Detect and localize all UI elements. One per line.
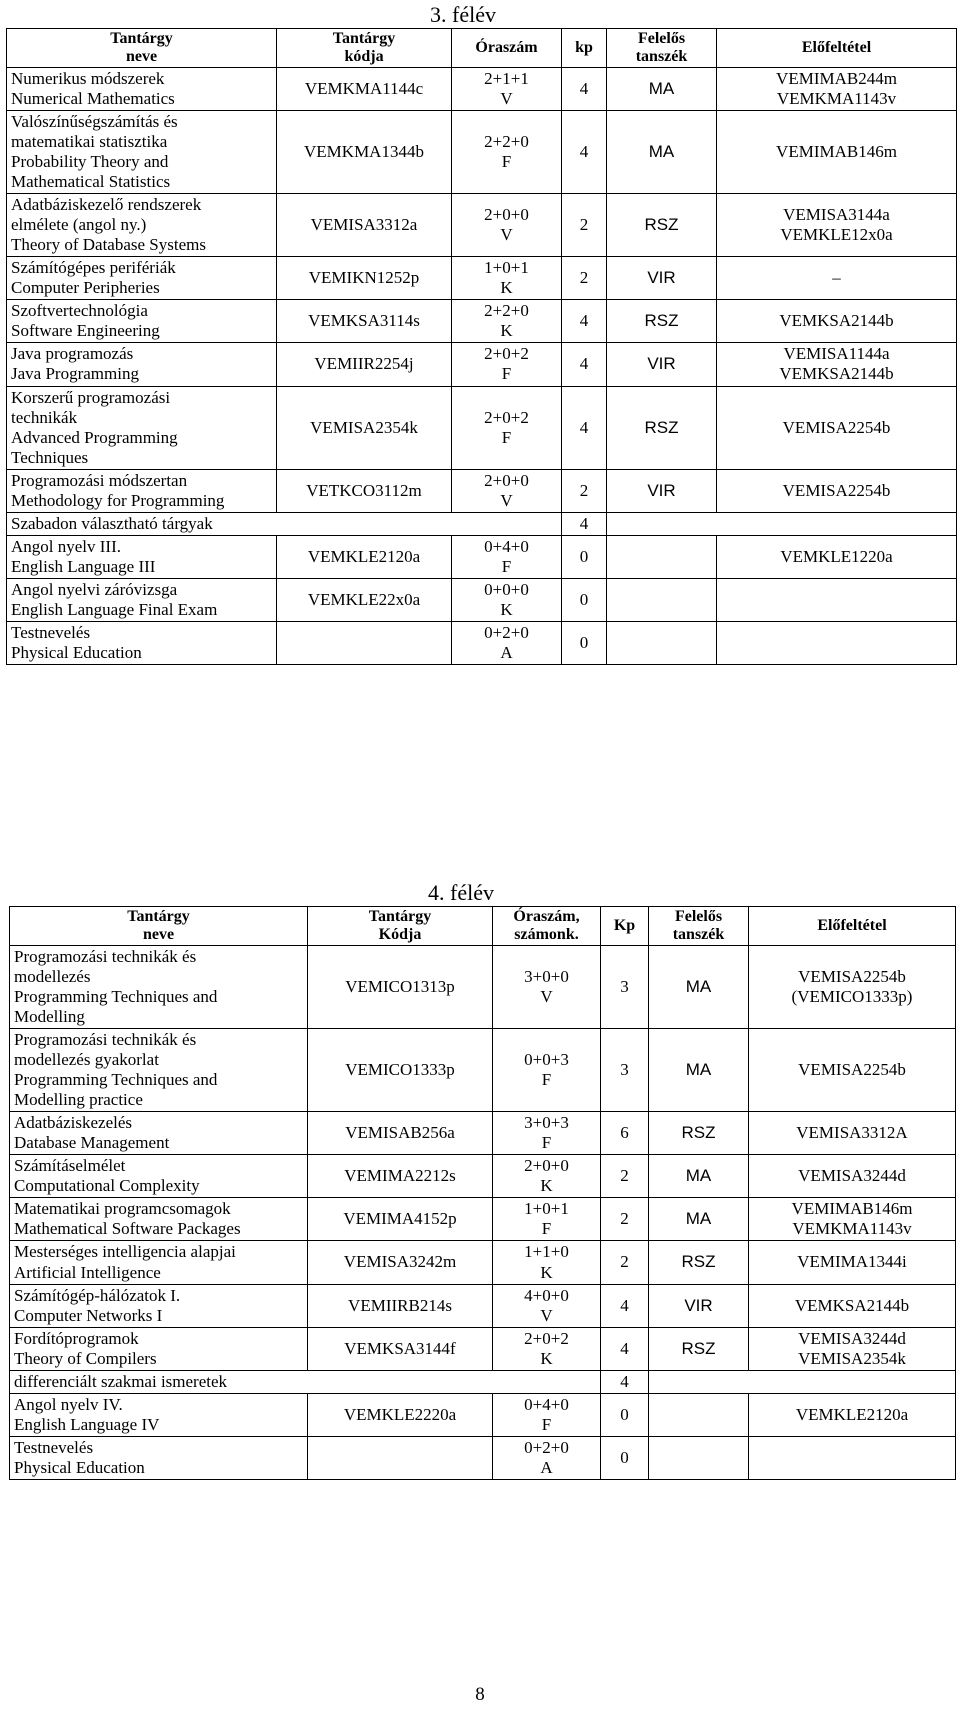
text-line: Fordítóprogramok	[14, 1328, 139, 1348]
table-row	[7, 535, 957, 578]
text-line: Számításelmélet	[14, 1156, 126, 1176]
text-line: VEMISA2254b	[798, 1060, 906, 1080]
course-code: VEMKLE2220a	[308, 1393, 493, 1436]
text-line: Computer Networks I	[14, 1305, 163, 1325]
table-row	[7, 469, 957, 512]
course-code: VEMIKN1252p	[277, 257, 452, 300]
text-line: VEMISA3244d	[798, 1166, 906, 1186]
text-line: Mesterséges intelligencia alapjai	[14, 1242, 236, 1262]
text-line: VEMKLE2120a	[795, 1404, 909, 1424]
course-name	[7, 110, 277, 193]
text-line: F	[501, 556, 512, 576]
course-dept	[607, 535, 717, 578]
text-line: V	[500, 490, 513, 510]
header-hours: Óraszám, számonk.	[493, 907, 601, 946]
course-code: VEMKMA1144c	[277, 67, 452, 110]
course-credits: 0	[562, 578, 607, 621]
course-code: VEMIMA4152p	[308, 1198, 493, 1241]
text-line: 2+0+2	[484, 407, 529, 427]
course-dept: VIR	[607, 343, 717, 386]
course-name	[7, 257, 277, 300]
text-line: F	[501, 364, 512, 384]
text-line: F	[501, 152, 512, 171]
table-row	[7, 622, 957, 665]
course-prereq	[717, 469, 957, 512]
text-line: VEMISA2254b	[798, 966, 906, 986]
course-prereq	[717, 578, 957, 621]
text-line: elmélete (angol ny.)	[11, 215, 147, 235]
course-credits: 2	[601, 1155, 649, 1198]
text-line: Artificial Intelligence	[14, 1262, 161, 1282]
course-prereq	[749, 1327, 956, 1370]
course-code: VEMKLE2120a	[277, 535, 452, 578]
table-row	[7, 110, 957, 193]
text-line: VEMKMA1143v	[792, 1219, 912, 1239]
elective-row	[7, 512, 957, 535]
course-dept	[607, 622, 717, 665]
course-name	[10, 1436, 308, 1479]
course-hours	[493, 1198, 601, 1241]
text-line: VEMIMA1344i	[797, 1252, 907, 1272]
course-prereq	[717, 535, 957, 578]
course-prereq	[749, 945, 956, 1028]
course-code	[277, 622, 452, 665]
course-hours	[452, 67, 562, 110]
text-line: technikák	[11, 407, 78, 427]
text-line: modellezés gyakorlat	[14, 1050, 159, 1070]
course-hours	[493, 1112, 601, 1155]
course-name	[7, 343, 277, 386]
text-line: Matematikai programcsomagok	[14, 1199, 231, 1219]
text-line: VEMKLE1220a	[780, 546, 893, 566]
text-line: VEMKSA2144b	[779, 311, 894, 331]
course-name	[10, 1393, 308, 1436]
text-line: –	[832, 268, 841, 288]
elective-credits: 4	[601, 1370, 649, 1393]
text-line: Korszerű programozási	[11, 387, 171, 407]
text-line: VEMIMAB146m	[791, 1199, 913, 1219]
table-row	[10, 1436, 956, 1479]
text-line: Numerikus módszerek	[11, 68, 165, 88]
course-dept: MA	[649, 945, 749, 1028]
text-line: VEMISA3244d	[798, 1328, 906, 1348]
course-hours	[452, 194, 562, 257]
text-line: (VEMICO1333p)	[791, 986, 913, 1006]
table-row	[7, 194, 957, 257]
text-line: Programming Techniques and	[14, 1070, 218, 1090]
text-line: 3+0+0	[524, 966, 569, 986]
course-name	[10, 1029, 308, 1112]
text-line: F	[541, 1133, 552, 1153]
text-line: 1+0+1	[524, 1199, 569, 1219]
course-prereq	[749, 1284, 956, 1327]
text-line: 3+0+3	[524, 1113, 569, 1133]
course-dept: MA	[607, 110, 717, 193]
course-name	[10, 1155, 308, 1198]
table-row	[10, 1029, 956, 1112]
course-dept	[607, 578, 717, 621]
text-line: F	[541, 1070, 552, 1090]
empty-cell	[607, 512, 957, 535]
text-line: 0+2+0	[484, 623, 529, 643]
course-code: VEMIMA2212s	[308, 1155, 493, 1198]
course-dept	[649, 1436, 749, 1479]
text-line: K	[500, 278, 513, 298]
text-line: 2+1+1	[484, 68, 529, 88]
course-hours	[452, 257, 562, 300]
course-name	[10, 945, 308, 1028]
course-code: VEMKMA1344b	[277, 110, 452, 193]
course-credits: 6	[601, 1112, 649, 1155]
table-row	[10, 1198, 956, 1241]
course-dept: RSZ	[649, 1112, 749, 1155]
course-dept: RSZ	[607, 194, 717, 257]
elective-row	[10, 1370, 956, 1393]
text-line: modellezés	[14, 966, 91, 986]
course-hours	[452, 622, 562, 665]
text-line: Számítógép-hálózatok I.	[14, 1285, 181, 1305]
header-prereq: Előfeltétel	[717, 29, 957, 68]
table-row	[10, 1393, 956, 1436]
course-code: VEMKLE22x0a	[277, 578, 452, 621]
course-dept: RSZ	[607, 386, 717, 469]
course-credits: 0	[601, 1393, 649, 1436]
course-prereq	[749, 1241, 956, 1284]
course-credits: 0	[562, 622, 607, 665]
text-line: English Language IV	[14, 1414, 160, 1434]
text-line: A	[500, 643, 513, 663]
course-code: VETKCO3112m	[277, 469, 452, 512]
text-line: VEMISA2254b	[782, 417, 891, 437]
course-dept: RSZ	[649, 1241, 749, 1284]
course-hours	[493, 1284, 601, 1327]
text-line: Theory of Compilers	[14, 1348, 157, 1368]
course-code: VEMKSA3144f	[308, 1327, 493, 1370]
course-code: VEMISA2354k	[277, 386, 452, 469]
text-line: F	[541, 1414, 552, 1434]
course-prereq	[717, 67, 957, 110]
course-prereq	[749, 1198, 956, 1241]
text-line: VEMKLE12x0a	[780, 225, 893, 245]
text-line: 2+2+0	[484, 301, 529, 321]
table-row	[10, 1112, 956, 1155]
text-line: Computational Complexity	[14, 1176, 200, 1196]
text-line: Numerical Mathematics	[11, 88, 175, 108]
text-line: English Language Final Exam	[11, 599, 218, 619]
text-line: 2+0+2	[484, 344, 529, 364]
course-hours	[452, 578, 562, 621]
course-prereq	[749, 1155, 956, 1198]
text-line: A	[540, 1457, 553, 1477]
course-code	[308, 1436, 493, 1479]
table-row	[7, 578, 957, 621]
table-row	[7, 257, 957, 300]
course-credits: 4	[601, 1327, 649, 1370]
text-line: Testnevelés	[14, 1437, 94, 1457]
text-line: VEMIMAB146m	[776, 141, 897, 161]
header-prereq: Előfeltétel	[749, 907, 956, 946]
table-row	[7, 300, 957, 343]
empty-cell	[649, 1370, 956, 1393]
course-name	[10, 1284, 308, 1327]
elective-name: Szabadon választható tárgyak	[7, 512, 562, 535]
course-credits: 2	[562, 257, 607, 300]
text-line: Testnevelés	[11, 623, 91, 643]
page-number: 8	[475, 1684, 485, 1705]
course-credits: 2	[601, 1198, 649, 1241]
course-credits: 4	[562, 343, 607, 386]
course-credits: 2	[601, 1241, 649, 1284]
course-code: VEMISA3242m	[308, 1241, 493, 1284]
text-line: K	[500, 321, 513, 341]
text-line: Valószínűségszámítás és	[11, 111, 178, 131]
semester4-table	[9, 906, 956, 1480]
course-hours	[493, 1155, 601, 1198]
text-line: VEMISA2254b	[782, 480, 891, 500]
semester4-title: 4. félév	[428, 880, 494, 905]
text-line: Mathematical Software Packages	[14, 1219, 241, 1239]
text-line: F	[501, 427, 512, 447]
table-row	[7, 67, 957, 110]
text-line: 0+0+3	[524, 1050, 569, 1070]
text-line: Java Programming	[11, 364, 139, 384]
text-line: K	[540, 1348, 553, 1368]
course-hours	[452, 110, 562, 193]
text-line: matematikai statisztika	[11, 131, 168, 151]
course-prereq	[749, 1436, 956, 1479]
course-name	[7, 194, 277, 257]
header-credits: Kp	[601, 907, 649, 946]
course-hours	[493, 1436, 601, 1479]
course-dept: VIR	[607, 469, 717, 512]
course-code: VEMIIR2254j	[277, 343, 452, 386]
course-credits: 2	[562, 469, 607, 512]
text-line: VEMKMA1143v	[776, 88, 897, 108]
table-row	[7, 386, 957, 469]
course-dept: MA	[649, 1198, 749, 1241]
course-name	[7, 469, 277, 512]
table-row	[10, 1327, 956, 1370]
text-line: Advanced Programming	[11, 427, 178, 447]
course-name	[10, 1241, 308, 1284]
course-name	[7, 300, 277, 343]
course-prereq	[749, 1112, 956, 1155]
text-line: Modelling practice	[14, 1090, 143, 1110]
elective-credits: 4	[562, 512, 607, 535]
course-prereq	[717, 343, 957, 386]
course-dept: MA	[607, 67, 717, 110]
course-code: VEMICO1333p	[308, 1029, 493, 1112]
table-row	[7, 343, 957, 386]
course-hours	[452, 343, 562, 386]
course-credits: 4	[601, 1284, 649, 1327]
text-line: Mathematical Statistics	[11, 172, 171, 192]
course-name	[7, 535, 277, 578]
course-prereq	[717, 300, 957, 343]
text-line: V	[540, 986, 553, 1006]
text-line: Angol nyelvi záróvizsga	[11, 579, 178, 599]
text-line: 2+0+0	[484, 470, 529, 490]
header-code: Tantárgy kódja	[277, 29, 452, 68]
course-credits: 0	[562, 535, 607, 578]
course-credits: 0	[601, 1436, 649, 1479]
course-hours	[452, 300, 562, 343]
text-line: Angol nyelv III.	[11, 536, 122, 556]
text-line: 2+0+0	[484, 205, 529, 225]
course-code: VEMICO1313p	[308, 945, 493, 1028]
course-credits: 4	[562, 300, 607, 343]
text-line: VEMISA3144a	[783, 205, 890, 225]
course-dept: VIR	[607, 257, 717, 300]
text-line: Theory of Database Systems	[11, 235, 206, 255]
course-dept: MA	[649, 1155, 749, 1198]
text-line: V	[540, 1305, 553, 1325]
text-line: 0+2+0	[524, 1437, 569, 1457]
text-line: Methodology for Programming	[11, 490, 225, 510]
text-line: VEMIMAB244m	[776, 68, 897, 88]
semester3-table	[6, 28, 957, 665]
text-line: K	[540, 1176, 553, 1196]
text-line: Techniques	[11, 447, 89, 467]
table-row	[10, 1284, 956, 1327]
text-line: VEMKSA2144b	[794, 1295, 910, 1315]
text-line: Physical Education	[11, 643, 142, 663]
header-code: Tantárgy Kódja	[308, 907, 493, 946]
course-prereq	[749, 1029, 956, 1112]
course-credits: 4	[562, 110, 607, 193]
text-line: Computer Peripheries	[11, 278, 160, 298]
course-name	[7, 622, 277, 665]
table-row	[10, 1155, 956, 1198]
text-line: Adatbáziskezelés	[14, 1113, 132, 1133]
text-line: VEMKSA2144b	[779, 364, 894, 384]
course-hours	[452, 535, 562, 578]
semester3-title: 3. félév	[430, 2, 496, 27]
text-line: Database Management	[14, 1133, 170, 1153]
course-dept: RSZ	[649, 1327, 749, 1370]
course-dept: RSZ	[607, 300, 717, 343]
course-prereq	[717, 194, 957, 257]
course-credits: 4	[562, 67, 607, 110]
course-hours	[493, 1029, 601, 1112]
text-line: VEMISA2354k	[798, 1348, 906, 1368]
course-credits: 4	[562, 386, 607, 469]
header-name: Tantárgy neve	[10, 907, 308, 946]
course-dept: MA	[649, 1029, 749, 1112]
text-line: K	[540, 1262, 553, 1282]
course-name	[10, 1327, 308, 1370]
text-line: 2+2+0	[484, 131, 529, 151]
header-credits: kp	[562, 29, 607, 68]
text-line: VEMISA3312A	[796, 1123, 908, 1143]
header-hours: Óraszám	[452, 29, 562, 68]
course-prereq	[749, 1393, 956, 1436]
text-line: K	[500, 599, 513, 619]
course-prereq	[717, 257, 957, 300]
table-header-row	[7, 29, 957, 68]
text-line: Physical Education	[14, 1457, 145, 1477]
table-row	[10, 1241, 956, 1284]
elective-name: differenciált szakmai ismeretek	[10, 1370, 601, 1393]
text-line: 0+4+0	[524, 1394, 569, 1414]
header-dept: Felelős tanszék	[607, 29, 717, 68]
course-code: VEMKSA3114s	[277, 300, 452, 343]
text-line: F	[541, 1219, 552, 1239]
text-line: Probability Theory and	[11, 152, 169, 171]
text-line: Programozási módszertan	[11, 470, 188, 490]
header-name: Tantárgy neve	[7, 29, 277, 68]
course-hours	[452, 386, 562, 469]
table-header-row	[10, 907, 956, 946]
course-hours	[493, 1241, 601, 1284]
text-line: 0+4+0	[484, 536, 529, 556]
text-line: Java programozás	[11, 344, 134, 364]
text-line: Software Engineering	[11, 321, 160, 341]
text-line: VEMISA1144a	[783, 344, 890, 364]
course-code: VEMIIRB214s	[308, 1284, 493, 1327]
course-code: VEMISA3312a	[277, 194, 452, 257]
text-line: Számítógépes perifériák	[11, 258, 176, 278]
text-line: Programozási technikák és	[14, 946, 197, 966]
text-line: 2+0+2	[524, 1328, 569, 1348]
text-line: V	[500, 88, 513, 108]
course-hours	[493, 945, 601, 1028]
text-line: Modelling	[14, 1006, 85, 1026]
course-prereq	[717, 386, 957, 469]
course-prereq	[717, 622, 957, 665]
header-dept: Felelős tanszék	[649, 907, 749, 946]
course-dept: VIR	[649, 1284, 749, 1327]
text-line: Angol nyelv IV.	[14, 1394, 123, 1414]
text-line: Szoftvertechnológia	[11, 301, 148, 321]
course-name	[7, 386, 277, 469]
course-credits: 3	[601, 945, 649, 1028]
table-row	[10, 945, 956, 1028]
text-line: V	[500, 225, 513, 245]
course-credits: 3	[601, 1029, 649, 1112]
text-line: Programozási technikák és	[14, 1030, 197, 1049]
course-name	[10, 1198, 308, 1241]
course-prereq	[717, 110, 957, 193]
text-line: Programming Techniques and	[14, 986, 218, 1006]
course-name	[7, 578, 277, 621]
text-line: 1+0+1	[484, 258, 529, 278]
course-hours	[452, 469, 562, 512]
text-line: 0+0+0	[484, 579, 529, 599]
text-line: 4+0+0	[524, 1285, 569, 1305]
text-line: Adatbáziskezelő rendszerek	[11, 195, 202, 215]
text-line: 1+1+0	[524, 1242, 569, 1262]
course-name	[10, 1112, 308, 1155]
course-code: VEMISAB256a	[308, 1112, 493, 1155]
course-dept	[649, 1393, 749, 1436]
text-line: English Language III	[11, 556, 156, 576]
course-name	[7, 67, 277, 110]
course-credits: 2	[562, 194, 607, 257]
text-line: 2+0+0	[524, 1156, 569, 1176]
course-hours	[493, 1393, 601, 1436]
course-hours	[493, 1327, 601, 1370]
